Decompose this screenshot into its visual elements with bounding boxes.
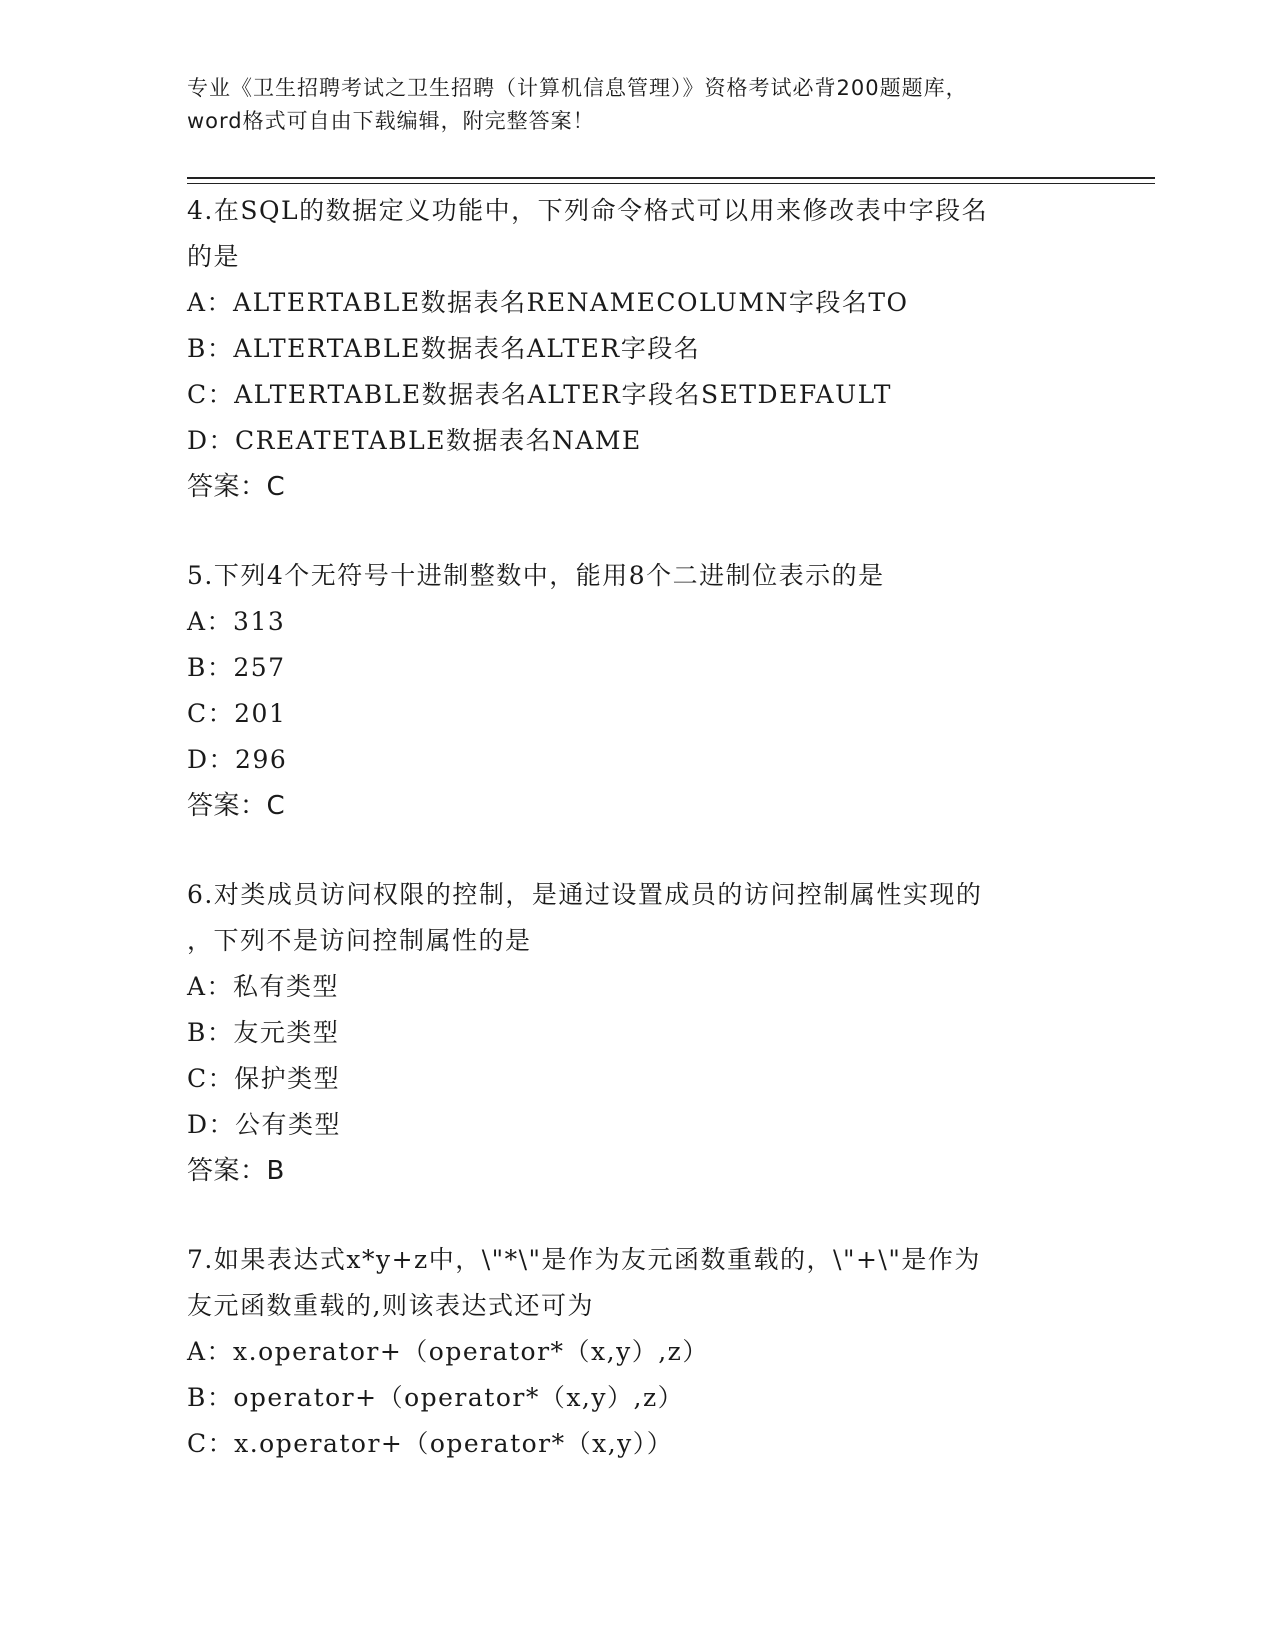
option-a: A：ALTERTABLE数据表名RENAMECOLUMN字段名TO <box>187 288 909 317</box>
question-text: 5.下列4个无符号十进制整数中，能用8个二进制位表示的是 <box>187 561 885 590</box>
question-block <box>187 188 1087 510</box>
answer-line: 答案：C <box>187 472 286 502</box>
option-d: D：CREATETABLE数据表名NAME <box>187 426 642 455</box>
option-a: A：x.operator+（operator*（x,y）,z） <box>187 1337 709 1366</box>
option-b: B：友元类型 <box>187 1018 340 1047</box>
option-b: B：ALTERTABLE数据表名ALTER字段名 <box>187 334 701 363</box>
document-header <box>187 72 1087 138</box>
option-c: C：ALTERTABLE数据表名ALTER字段名SETDEFAULT <box>187 380 892 409</box>
header-line-2: word格式可自由下载编辑，附完整答案！ <box>187 109 595 133</box>
option-d: D：296 <box>187 745 288 774</box>
option-a: A：313 <box>187 607 286 636</box>
header-divider-thin <box>187 183 1155 184</box>
option-c: C：201 <box>187 699 287 728</box>
question-text: ，下列不是访问控制属性的是 <box>187 926 532 955</box>
question-block <box>187 872 1087 1194</box>
option-c: C：保护类型 <box>187 1064 341 1093</box>
header-divider-thick <box>187 177 1155 179</box>
question-text: 4.在SQL的数据定义功能中，下列命令格式可以用来修改表中字段名 <box>187 196 989 225</box>
question-text: 6.对类成员访问权限的控制，是通过设置成员的访问控制属性实现的 <box>187 880 983 909</box>
question-text: 的是 <box>187 242 241 271</box>
option-b: B：257 <box>187 653 286 682</box>
question-block <box>187 553 1087 829</box>
header-line-1: 专业《卫生招聘考试之卫生招聘（计算机信息管理）》资格考试必背200题题库， <box>187 76 968 100</box>
answer-line: 答案：B <box>187 1156 285 1186</box>
question-text: 7.如果表达式x*y+z中，\"*\"是作为友元函数重载的，\"+\"是作为 <box>187 1245 981 1274</box>
option-a: A：私有类型 <box>187 972 340 1001</box>
option-b: B：operator+（operator*（x,y）,z） <box>187 1383 685 1412</box>
question-text: 友元函数重载的,则该表达式还可为 <box>187 1291 594 1320</box>
option-c: C：x.operator+（operator*（x,y）） <box>187 1429 674 1458</box>
option-d: D：公有类型 <box>187 1110 342 1139</box>
answer-line: 答案：C <box>187 791 286 821</box>
question-block <box>187 1237 1087 1467</box>
question-list <box>187 188 1087 1510</box>
